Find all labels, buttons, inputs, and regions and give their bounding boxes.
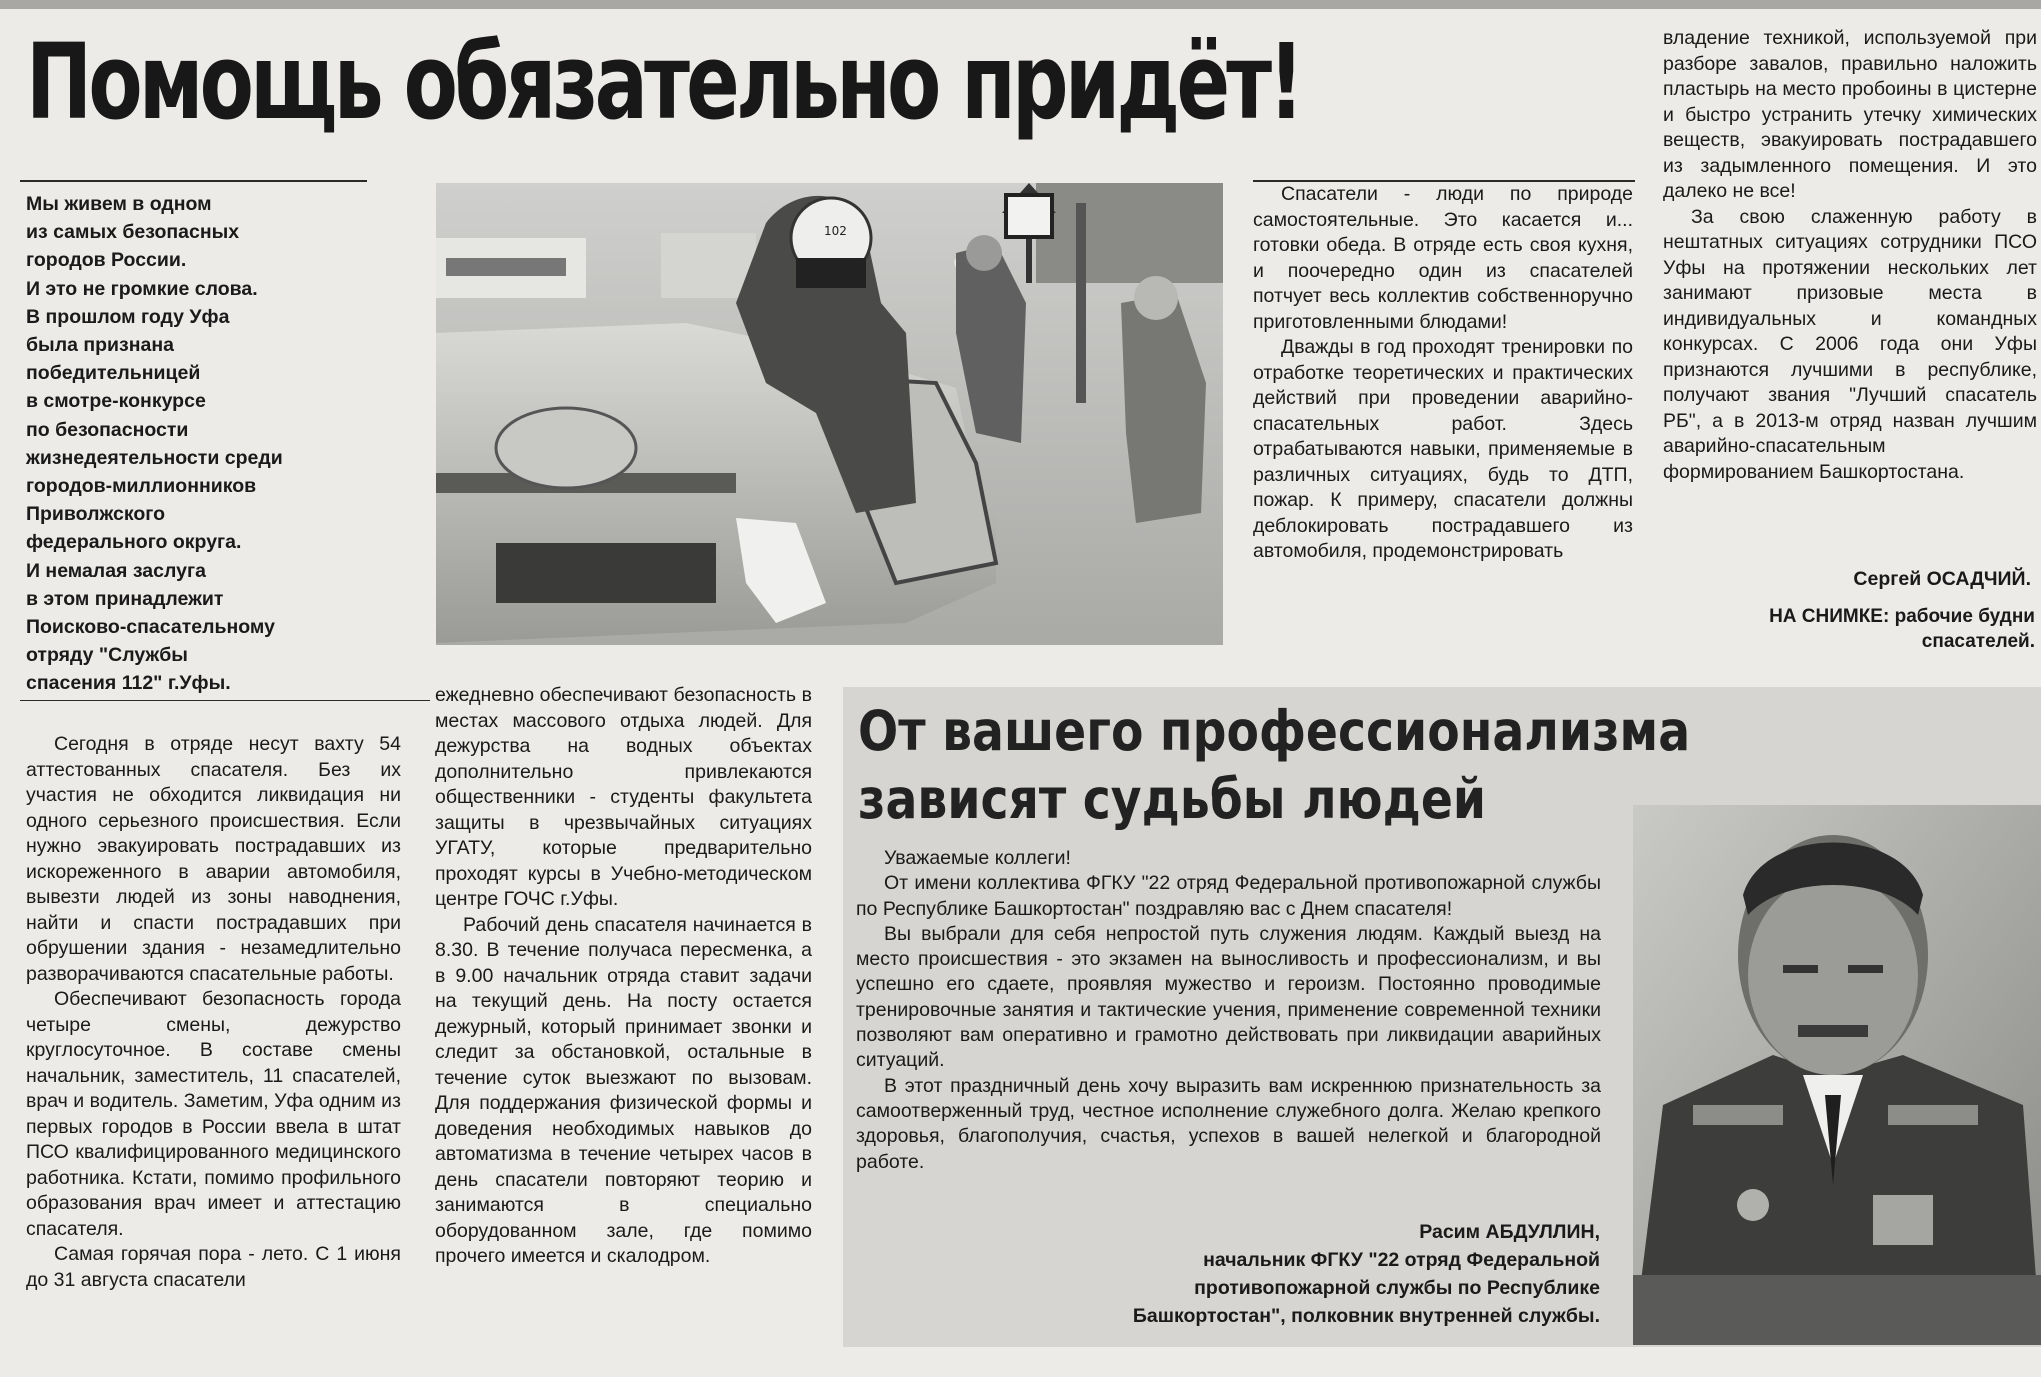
paragraph: Рабочий день спасателя начинается в 8.30. В течение получаса пересменка, а в 9.00 начальник отряда ставит задачи на текущий день. На посту остается дежурный, который принимает звонки и следит за обстановкой, остальные в течение суток выезжают по вызовам. Для поддержания физической формы и доведения необходимых навыков до автоматизма в течение четырех часов в день спасатели повторяют теорию и занимаются в специально оборудованном зале, где помимо прочего имеется и скалодром. [435, 913, 812, 1267]
paragraph: От имени коллектива ФГКУ "22 отряд Федеральной противопожарной службы по Республике Башкортостан" поздравляю вас с Днем спасателя! [856, 872, 1601, 920]
helmet-number: 102 [824, 224, 847, 238]
lead-line: Мы живем в одном [26, 193, 212, 215]
lead-line: городов России. [26, 249, 187, 272]
rule-lead-bottom [20, 700, 430, 701]
lead-line: жизнедеятельности среди [26, 446, 283, 469]
article-column-2 [435, 683, 812, 1270]
article-column-4 [1663, 26, 2037, 485]
lead-line: городов-миллионников [26, 475, 257, 498]
caption-label: НА СНИМКЕ: [1769, 606, 1890, 627]
article-column-1 [26, 732, 401, 1293]
paragraph: Дважды в год проходят тренировки по отработке теоретических и практических действий при проведении аварийно-спасательных работ. Здесь отрабатываются навыки, применяемые в различных ситуациях, будь то ДТП, пожар. К примеру, спасатели должны деблокировать пострадавшего из автомобиля, продемонстрировать [1253, 336, 1633, 562]
rescue-photo [436, 183, 1223, 645]
lead-line: И немалая заслуга [26, 559, 206, 582]
lead-line: в этом принадлежит [26, 587, 224, 610]
caption-text: рабочие будни спасателей. [1894, 606, 2035, 652]
paragraph: владение техникой, используемой при разборе завалов, правильно наложить пластырь на место пробоины в цистерне и быстро устранить утечку химических веществ, эвакуировать пострадавшего из задымленного помещения. И это далеко не все! [1663, 27, 2037, 202]
greeting-headline-line: зависят судьбы людей [858, 767, 1487, 831]
author-title: Башкортостан", полковник внутренней службы. [1132, 1305, 1600, 1327]
greeting-text [856, 846, 1601, 1175]
author-title: противопожарной службы по Республике [1194, 1277, 1600, 1299]
rule-left [20, 180, 367, 182]
lead-line: по безопасности [26, 418, 189, 441]
paragraph: ежедневно обеспечивают безопасность в местах массового отдыха людей. Для дежурства на водных объектах дополнительно привлекаются общественники - студенты факультета защиты в чрезвычайных ситуациях УГАТУ, которые предварительно проходят курсы в Учебно-методическом центре ГОЧС г.Уфы. [435, 684, 812, 910]
photo-caption [1663, 604, 2035, 654]
paragraph: Сегодня в отряде несут вахту 54 аттестованных спасателя. Без их участия не обходится ликвидация ни одного серьезного происшествия. Если нужно эвакуировать пострадавших из искореженного в аварии автомобиля, вывезти людей из зоны наводнения, найти и спасти пострадавших при обрушении здания - незамедлительно разворачиваются спасательные работы. [26, 733, 401, 985]
lead-line: Приволжского [26, 503, 166, 526]
portrait-photo [1633, 805, 2041, 1345]
lead-line: И это не громкие слова. [26, 277, 258, 300]
paragraph: Уважаемые коллеги! [884, 847, 1071, 869]
lead-line: Поисково-спасательному [26, 616, 275, 639]
paragraph: Обеспечивают безопасность города четыре смены, дежурство круглосуточное. В составе смены начальник, заместитель, 11 спасателей, врач и водитель. Заметим, Уфа одним из первых городов в России ввела в штат ПСО квалифицированного медицинского работника. Кстати, помимо профильного образования врач имеет и аттестацию спасателя. [26, 988, 401, 1240]
lead-line: была признана [26, 334, 174, 357]
author-name: Расим АБДУЛЛИН, [1419, 1221, 1600, 1243]
lead-line: В прошлом году Уфа [26, 305, 230, 328]
paragraph: За свою слаженную работу в нештатных ситуациях сотрудники ПСО Уфы на протяжении нескольких лет занимают призовые места в индивидуальных и командных конкурсах. С 2006 года они Уфы признаются лучшими в республике, получают звания "Лучший спасатель РБ", а в 2013-м отряд назван лучшим аварийно-спасательным формированием Башкортостана. [1663, 205, 2037, 483]
paragraph: В этот праздничный день хочу выразить вам искреннюю признательность за самоотверженный труд, честное исполнение служебного долга. Желаю крепкого здоровья, благополучия, счастья, успехов в вашей нелегкой и благородной работе. [856, 1074, 1601, 1173]
greeting-headline-line: От вашего профессионализма [858, 699, 1691, 763]
headline: Помощь обязательно придёт! [26, 21, 1301, 143]
paragraph: Вы выбрали для себя непростой путь служения людям. Каждый выезд на место происшествия - это экзамен на выносливость и профессионализм, и вы успешно его сдаете, проявляя мужество и героизм. Постоянно проводимые тренировочные занятия и тактические учения, применение современной техники позволяют вам оперативно и грамотно действовать при ликвидации аварийных ситуаций. [856, 922, 1601, 1072]
article-signature: Сергей ОСАДЧИЙ. [1853, 568, 2031, 590]
lead-line: в смотре-конкурсе [26, 390, 206, 413]
paragraph: Самая горячая пора - лето. С 1 июня до 31 августа спасатели [26, 1243, 401, 1291]
lead-line: из самых безопасных [26, 221, 240, 244]
author-title: начальник ФГКУ "22 отряд Федеральной [1203, 1249, 1600, 1271]
lead-line: спасения 112" г.Уфы. [26, 672, 231, 695]
paragraph: Спасатели - люди по природе самостоятельные. Это касается и... готовки обеда. В отряде есть своя кухня, и поочередно один из спасателей потчует весь коллектив собственноручно приготовленными блюдами! [1253, 183, 1633, 333]
lead-line: отряду "Службы [26, 644, 188, 667]
lead-line: федерального округа. [26, 531, 242, 554]
top-rule [0, 0, 2041, 9]
greeting-author [900, 1218, 1600, 1330]
article-column-3 [1253, 182, 1633, 565]
lead-line: победительницей [26, 362, 201, 385]
lead-paragraph [26, 190, 436, 698]
